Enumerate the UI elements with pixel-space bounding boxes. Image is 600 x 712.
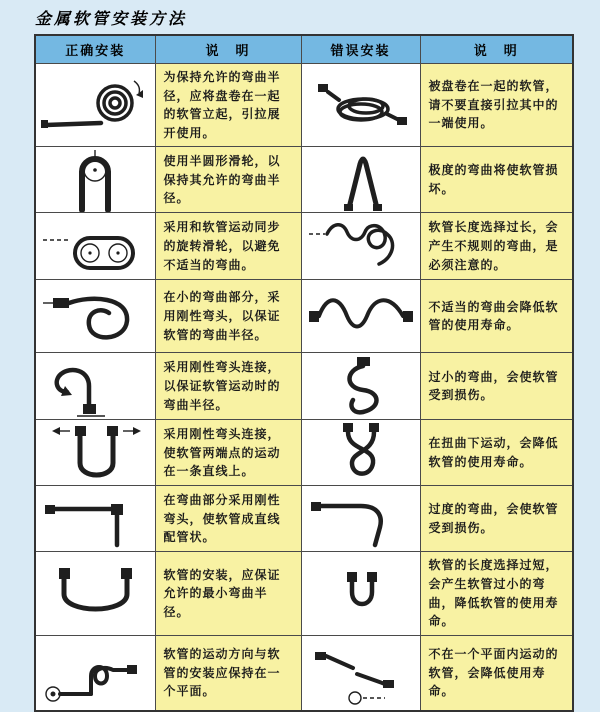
header-correct-install: 正确安装 xyxy=(35,35,155,64)
table-row xyxy=(35,64,573,147)
wrong-illustration-cell xyxy=(301,213,420,280)
table-row xyxy=(35,213,573,280)
wrong-illustration-cell xyxy=(301,353,420,420)
min-bend-radius-icon xyxy=(39,562,151,626)
header-description-1: 说 明 xyxy=(155,35,301,64)
wrong-illustration-cell xyxy=(301,64,420,147)
correct-note: 软管的运动方向与软管的安装应保持在一个平面。 xyxy=(155,635,301,711)
wrong-illustration-cell xyxy=(301,486,420,552)
correct-note: 在小的弯曲部分，采用刚性弯头，以保证软管的弯曲半径。 xyxy=(155,280,301,353)
correct-illustration-cell xyxy=(35,353,155,420)
table-row xyxy=(35,635,573,711)
table-row xyxy=(35,552,573,635)
correct-illustration-cell xyxy=(35,552,155,635)
wrong-note: 不在一个平面内运动的软管，会降低使用寿命。 xyxy=(420,635,573,711)
rigid-elbow-small-bend-icon xyxy=(39,283,151,349)
correct-note: 为保持允许的弯曲半径，应将盘卷在一起的软管立起，引拉展开使用。 xyxy=(155,64,301,147)
correct-note: 采用和软管运动同步的旋转滑轮，以避免不适当的弯曲。 xyxy=(155,213,301,280)
wrong-illustration-cell xyxy=(301,635,420,711)
correct-illustration-cell xyxy=(35,213,155,280)
coiled-hose-pull-end-icon xyxy=(305,73,417,137)
wrong-note: 被盘卷在一起的软管，请不要直接引拉其中的一端使用。 xyxy=(420,64,573,147)
wrong-note: 过小的弯曲，会使软管受到损伤。 xyxy=(420,353,573,420)
semicircular-pulley-icon xyxy=(39,148,151,212)
table-row xyxy=(35,353,573,420)
rigid-elbow-connection-icon xyxy=(39,354,151,418)
table-header-row xyxy=(35,35,573,64)
table-row xyxy=(35,147,573,213)
correct-illustration-cell xyxy=(35,486,155,552)
correct-illustration-cell xyxy=(35,420,155,486)
wrong-illustration-cell xyxy=(301,420,420,486)
page-title: 金属软管安装方法 xyxy=(35,11,188,28)
same-plane-motion-icon xyxy=(39,640,151,706)
installation-table xyxy=(34,34,574,712)
u-shape-inline-motion-icon xyxy=(39,421,151,485)
twisted-motion-icon xyxy=(305,421,417,485)
wrong-note: 软管长度选择过长，会产生不规则的弯曲，是必须注意的。 xyxy=(420,213,573,280)
table-row xyxy=(35,420,573,486)
improper-bend-icon xyxy=(305,283,417,349)
table-row xyxy=(35,280,573,353)
correct-illustration-cell xyxy=(35,280,155,353)
wrong-illustration-cell xyxy=(301,280,420,353)
wrong-note: 极度的弯曲将使软管损坏。 xyxy=(420,147,573,213)
over-bend-icon xyxy=(305,487,417,551)
wrong-illustration-cell xyxy=(301,147,420,213)
wrong-note: 不适当的弯曲会降低软管的使用寿命。 xyxy=(420,280,573,353)
out-of-plane-motion-icon xyxy=(305,640,417,706)
wrong-illustration-cell xyxy=(301,552,420,635)
correct-illustration-cell xyxy=(35,635,155,711)
correct-note: 使用半圆形滑轮，以保持其允许的弯曲半径。 xyxy=(155,147,301,213)
correct-illustration-cell xyxy=(35,147,155,213)
correct-illustration-cell xyxy=(35,64,155,147)
too-short-hose-icon xyxy=(305,562,417,626)
rotating-pulley-sync-icon xyxy=(39,214,151,278)
rigid-elbow-straight-pipe-icon xyxy=(39,487,151,551)
too-small-bend-icon xyxy=(305,354,417,418)
header-description-2: 说 明 xyxy=(420,35,573,64)
correct-note: 软管的安装，应保证允许的最小弯曲半径。 xyxy=(155,552,301,635)
correct-note: 在弯曲部分采用刚性弯头，使软管成直线配管状。 xyxy=(155,486,301,552)
coiled-hose-uncoil-icon xyxy=(39,73,151,137)
correct-note: 采用刚性弯头连接，以保证软管运动时的弯曲半径。 xyxy=(155,353,301,420)
sharp-bend-hang-icon xyxy=(305,148,417,212)
wrong-note: 过度的弯曲，会使软管受到损伤。 xyxy=(420,486,573,552)
irregular-bend-icon xyxy=(305,214,417,278)
correct-note: 采用刚性弯头连接，使软管两端点的运动在一条直线上。 xyxy=(155,420,301,486)
wrong-note: 在扭曲下运动，会降低软管的使用寿命。 xyxy=(420,420,573,486)
wrong-note: 软管的长度选择过短，会产生软管过小的弯曲，降低软管的使用寿命。 xyxy=(420,552,573,635)
table-row xyxy=(35,486,573,552)
header-wrong-install: 错误安装 xyxy=(301,35,420,64)
